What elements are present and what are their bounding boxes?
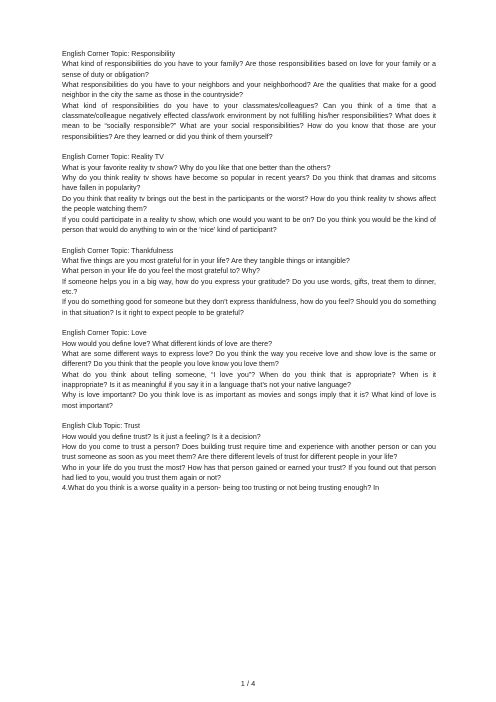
paragraph: Why is love important? Do you think love is as important as movies and songs imply that it is? What kind of love is most important?	[62, 391, 436, 410]
paragraph: How do you come to trust a person? Does building trust require time and experience with another person or can you trust someone as soon as you meet them? Are there different levels of trust for different people in your life?	[62, 443, 436, 462]
paragraph: How would you define love? What different kinds of love are there?	[62, 339, 273, 348]
paragraph: If you do something good for someone but they don’t express thankfulness, how do you feel? Should you do something in that situation? Is it right to expect people to be grateful?	[62, 298, 436, 317]
paragraph: Do you think that reality tv brings out the best in the participants or the worst? How do you think reality tv shows affect the people watching them?	[62, 194, 436, 214]
paragraph: What person in your life do you feel the most grateful to? Why?	[62, 267, 260, 276]
section-heading: English Corner Topic: Thankfulness	[62, 246, 174, 255]
section-heading: English Club Topic: Trust	[62, 422, 140, 431]
paragraph: What responsibilities do you have to your neighbors and your neighborhood? Are the qualities that make for a good neighbor in the city the same as those in the countryside?	[62, 81, 436, 100]
section-heading: English Corner Topic: Love	[62, 329, 147, 338]
paragraph: What are some different ways to express love? Do you think the way you receive love and show love is the same or different? Do you think that the people you love know you love them?	[62, 349, 436, 369]
section-thankfulness	[62, 246, 436, 318]
paragraph: If someone helps you in a big way, how do you express your gratitude? Do you use words, gifts, treat them to dinner, etc.?	[62, 277, 436, 296]
section-heading: English Corner Topic: Reality TV	[62, 153, 164, 162]
paragraph: What is your favorite reality tv show? Why do you like that one better than the others?	[62, 163, 331, 172]
section-reality-tv	[62, 152, 436, 235]
section-trust	[62, 421, 436, 493]
section-responsibility	[62, 49, 436, 142]
section-heading: English Corner Topic: Responsibility	[62, 50, 176, 58]
paragraph: What kind of responsibilities do you have to your family? Are those responsibilities based on love for your family or a sense of duty or obligation?	[62, 60, 436, 79]
paragraph: If you could participate in a reality tv show, which one would you want to be on? Do you think you would be the kind of person that would do anything to win or the ‘nice’ kind of participant?	[62, 215, 436, 234]
paragraph: 4.What do you think is a worse quality in a person- being too trusting or not being trusting enough? In	[62, 484, 380, 493]
paragraph: What five things are you most grateful for in your life? Are they tangible things or intangible?	[62, 256, 350, 265]
page-content	[62, 49, 436, 504]
paragraph: Who in your life do you trust the most? How has that person gained or earned your trust? If you found out that person had lied to you, would you trust them again or not?	[62, 463, 436, 483]
paragraph: How would you define trust? Is it just a feeling? Is it a decision?	[62, 432, 261, 441]
page-number: 1 / 4	[240, 679, 256, 688]
paragraph: What kind of responsibilities do you have to your classmates/colleagues? Can you think of a time that a classmate/colleague negatively effected class/work environment by not fulfilling his/her responsibilities? What does it mean to be “socially responsible?” What are your social responsibilities? How do you know that those are your responsibilities? Are they learned or did you think of them yourself?	[62, 101, 436, 141]
paragraph: Why do you think reality tv shows have become so popular in recent years? Do you think that dramas and sitcoms have fallen in popularity?	[62, 174, 436, 193]
paragraph: What do you think about telling someone, “I love you”? When do you think that is appropriate? When is it inappropriate? Is it as meaningful if you say it in a language that’s not your native language?	[62, 370, 436, 389]
section-love	[62, 328, 436, 411]
